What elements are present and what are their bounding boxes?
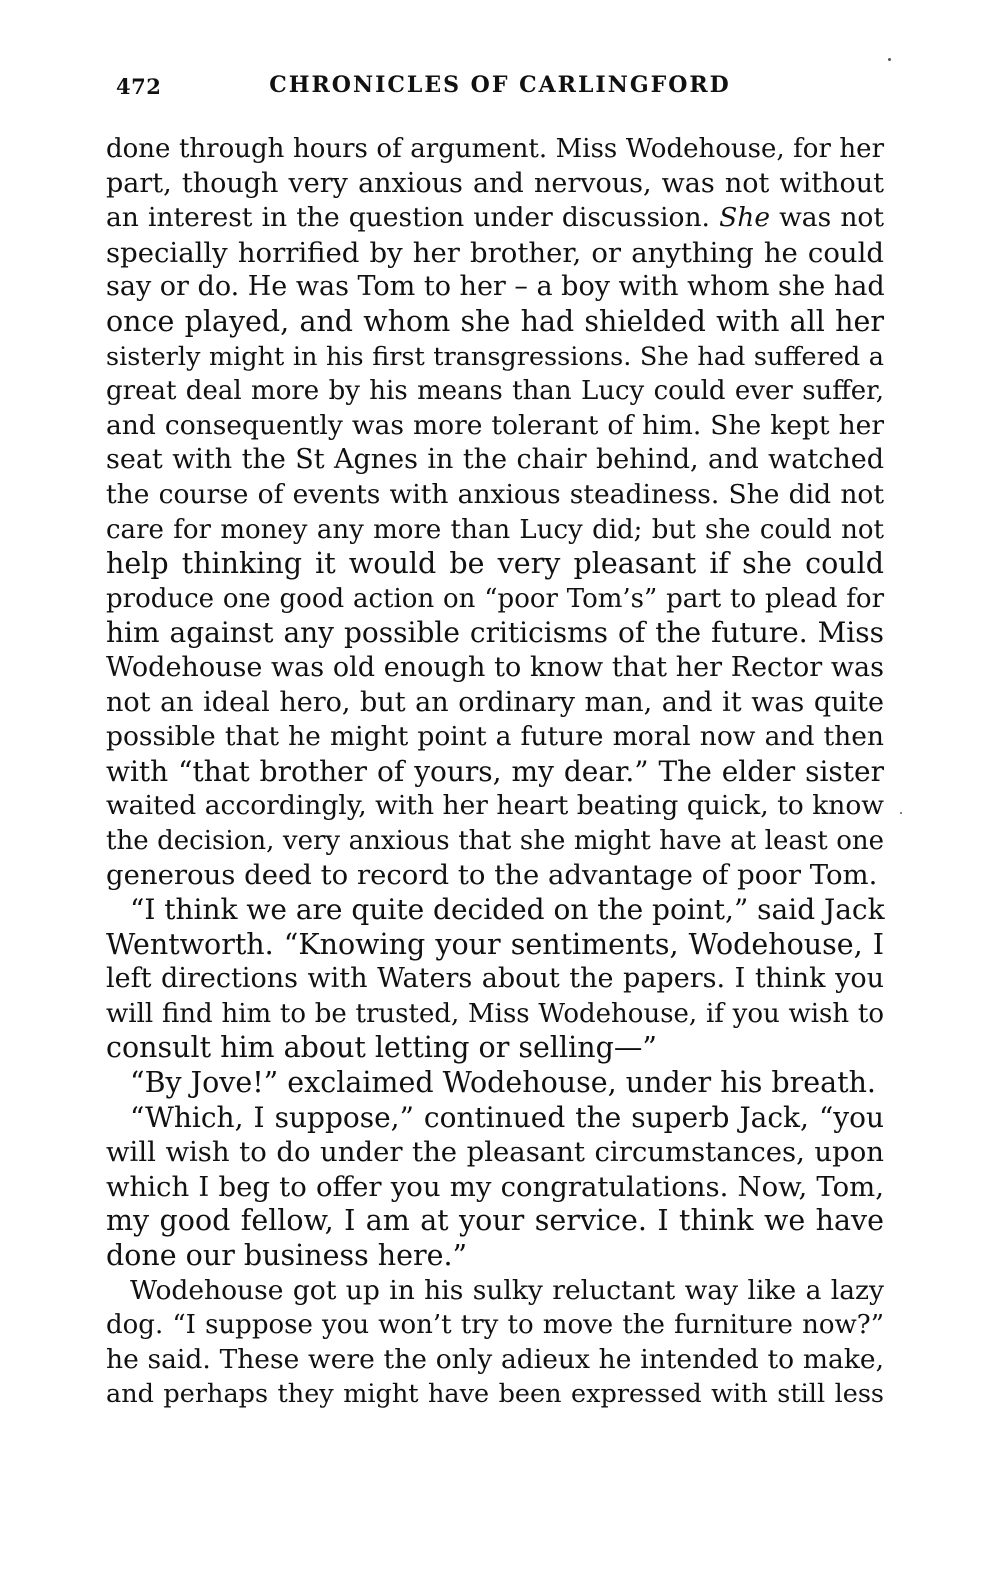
text-line: waited accordingly, with her heart beating quick, to know xyxy=(106,790,884,822)
text-line: will find him to be trusted, Miss Wodehouse, if you wish to xyxy=(106,998,884,1029)
text-line: part, though very anxious and nervous, was not without xyxy=(106,167,884,199)
paragraph xyxy=(106,1066,884,1101)
running-header xyxy=(110,72,890,102)
emphasis: She xyxy=(719,202,770,234)
text-line: left directions with Waters about the papers. I think you xyxy=(106,963,884,995)
text-line: him against any possible criticisms of the future. Miss xyxy=(106,616,884,650)
text-line: help thinking it would be very pleasant if she could xyxy=(106,547,884,581)
text-line: will wish to do under the pleasant circumstances, upon xyxy=(106,1136,884,1169)
text-line: “I think we are quite decided on the point,” said Jack xyxy=(130,893,885,927)
text-line: which I beg to offer you my congratulations. Now, Tom, xyxy=(106,1170,884,1203)
paragraph xyxy=(106,132,884,893)
text-line: consult him about letting or selling—” xyxy=(106,1031,657,1065)
text-line: possible that he might point a future moral now and then xyxy=(106,721,884,753)
text-line: once played, and whom she had shielded with all her xyxy=(106,304,884,338)
page-number: 472 xyxy=(116,74,162,99)
text-line: not an ideal hero, but an ordinary man, and it was quite xyxy=(106,686,884,718)
text-line: Wodehouse was old enough to know that her Rector was xyxy=(106,651,884,683)
text-line: Wentworth. “Knowing your sentiments, Wodehouse, I xyxy=(106,927,884,961)
text-line: care for money any more than Lucy did; but she could not xyxy=(106,514,884,545)
body-text xyxy=(106,132,884,1412)
text-line: dog. “I suppose you won’t try to move the furniture now?” xyxy=(106,1310,884,1341)
text-line: the decision, very anxious that she might have at least one xyxy=(106,825,884,856)
text-line: the course of events with anxious steadiness. She did not xyxy=(106,478,884,510)
paragraph xyxy=(106,1274,884,1412)
text-line: say or do. He was Tom to her – a boy with whom she had xyxy=(106,271,885,303)
paragraph xyxy=(106,893,884,1066)
text-line: with “that brother of yours, my dear.” The elder sister xyxy=(106,754,884,788)
text-line: he said. These were the only adieux he intended to make, xyxy=(106,1343,884,1375)
text-line: great deal more by his means than Lucy could ever suffer, xyxy=(106,376,884,407)
text-line: specially horrified by her brother, or anything he could xyxy=(106,236,884,269)
running-title: CHRONICLES OF CARLINGFORD xyxy=(269,72,731,98)
text-line: and perhaps they might have been expressed with still less xyxy=(106,1379,884,1410)
speck-mark xyxy=(900,812,902,814)
text-line: my good fellow, I am at your service. I think we have xyxy=(106,1204,884,1238)
text-line: produce one good action on “poor Tom’s” part to plead for xyxy=(106,583,884,614)
text-line: seat with the St Agnes in the chair behind, and watched xyxy=(106,444,884,476)
text-line: Wodehouse got up in his sulky reluctant way like a lazy xyxy=(130,1274,884,1306)
text-line: done through hours of argument. Miss Wodehouse, for her xyxy=(106,134,884,164)
text-line: and consequently was more tolerant of him. She kept her xyxy=(106,409,884,441)
text-line: sisterly might in his first transgressions. She had suffered a xyxy=(106,341,884,372)
text-line: generous deed to record to the advantage of poor Tom. xyxy=(106,859,878,892)
text-line: “By Jove!” exclaimed Wodehouse, under his breath. xyxy=(130,1066,876,1100)
paragraph xyxy=(106,1101,884,1274)
text-line: done our business here.” xyxy=(106,1239,468,1272)
speck-mark xyxy=(888,58,891,61)
text-line: “Which, I suppose,” continued the superb Jack, “you xyxy=(130,1100,884,1134)
text-line: an interest in the question under discussion. She was not xyxy=(106,202,884,234)
